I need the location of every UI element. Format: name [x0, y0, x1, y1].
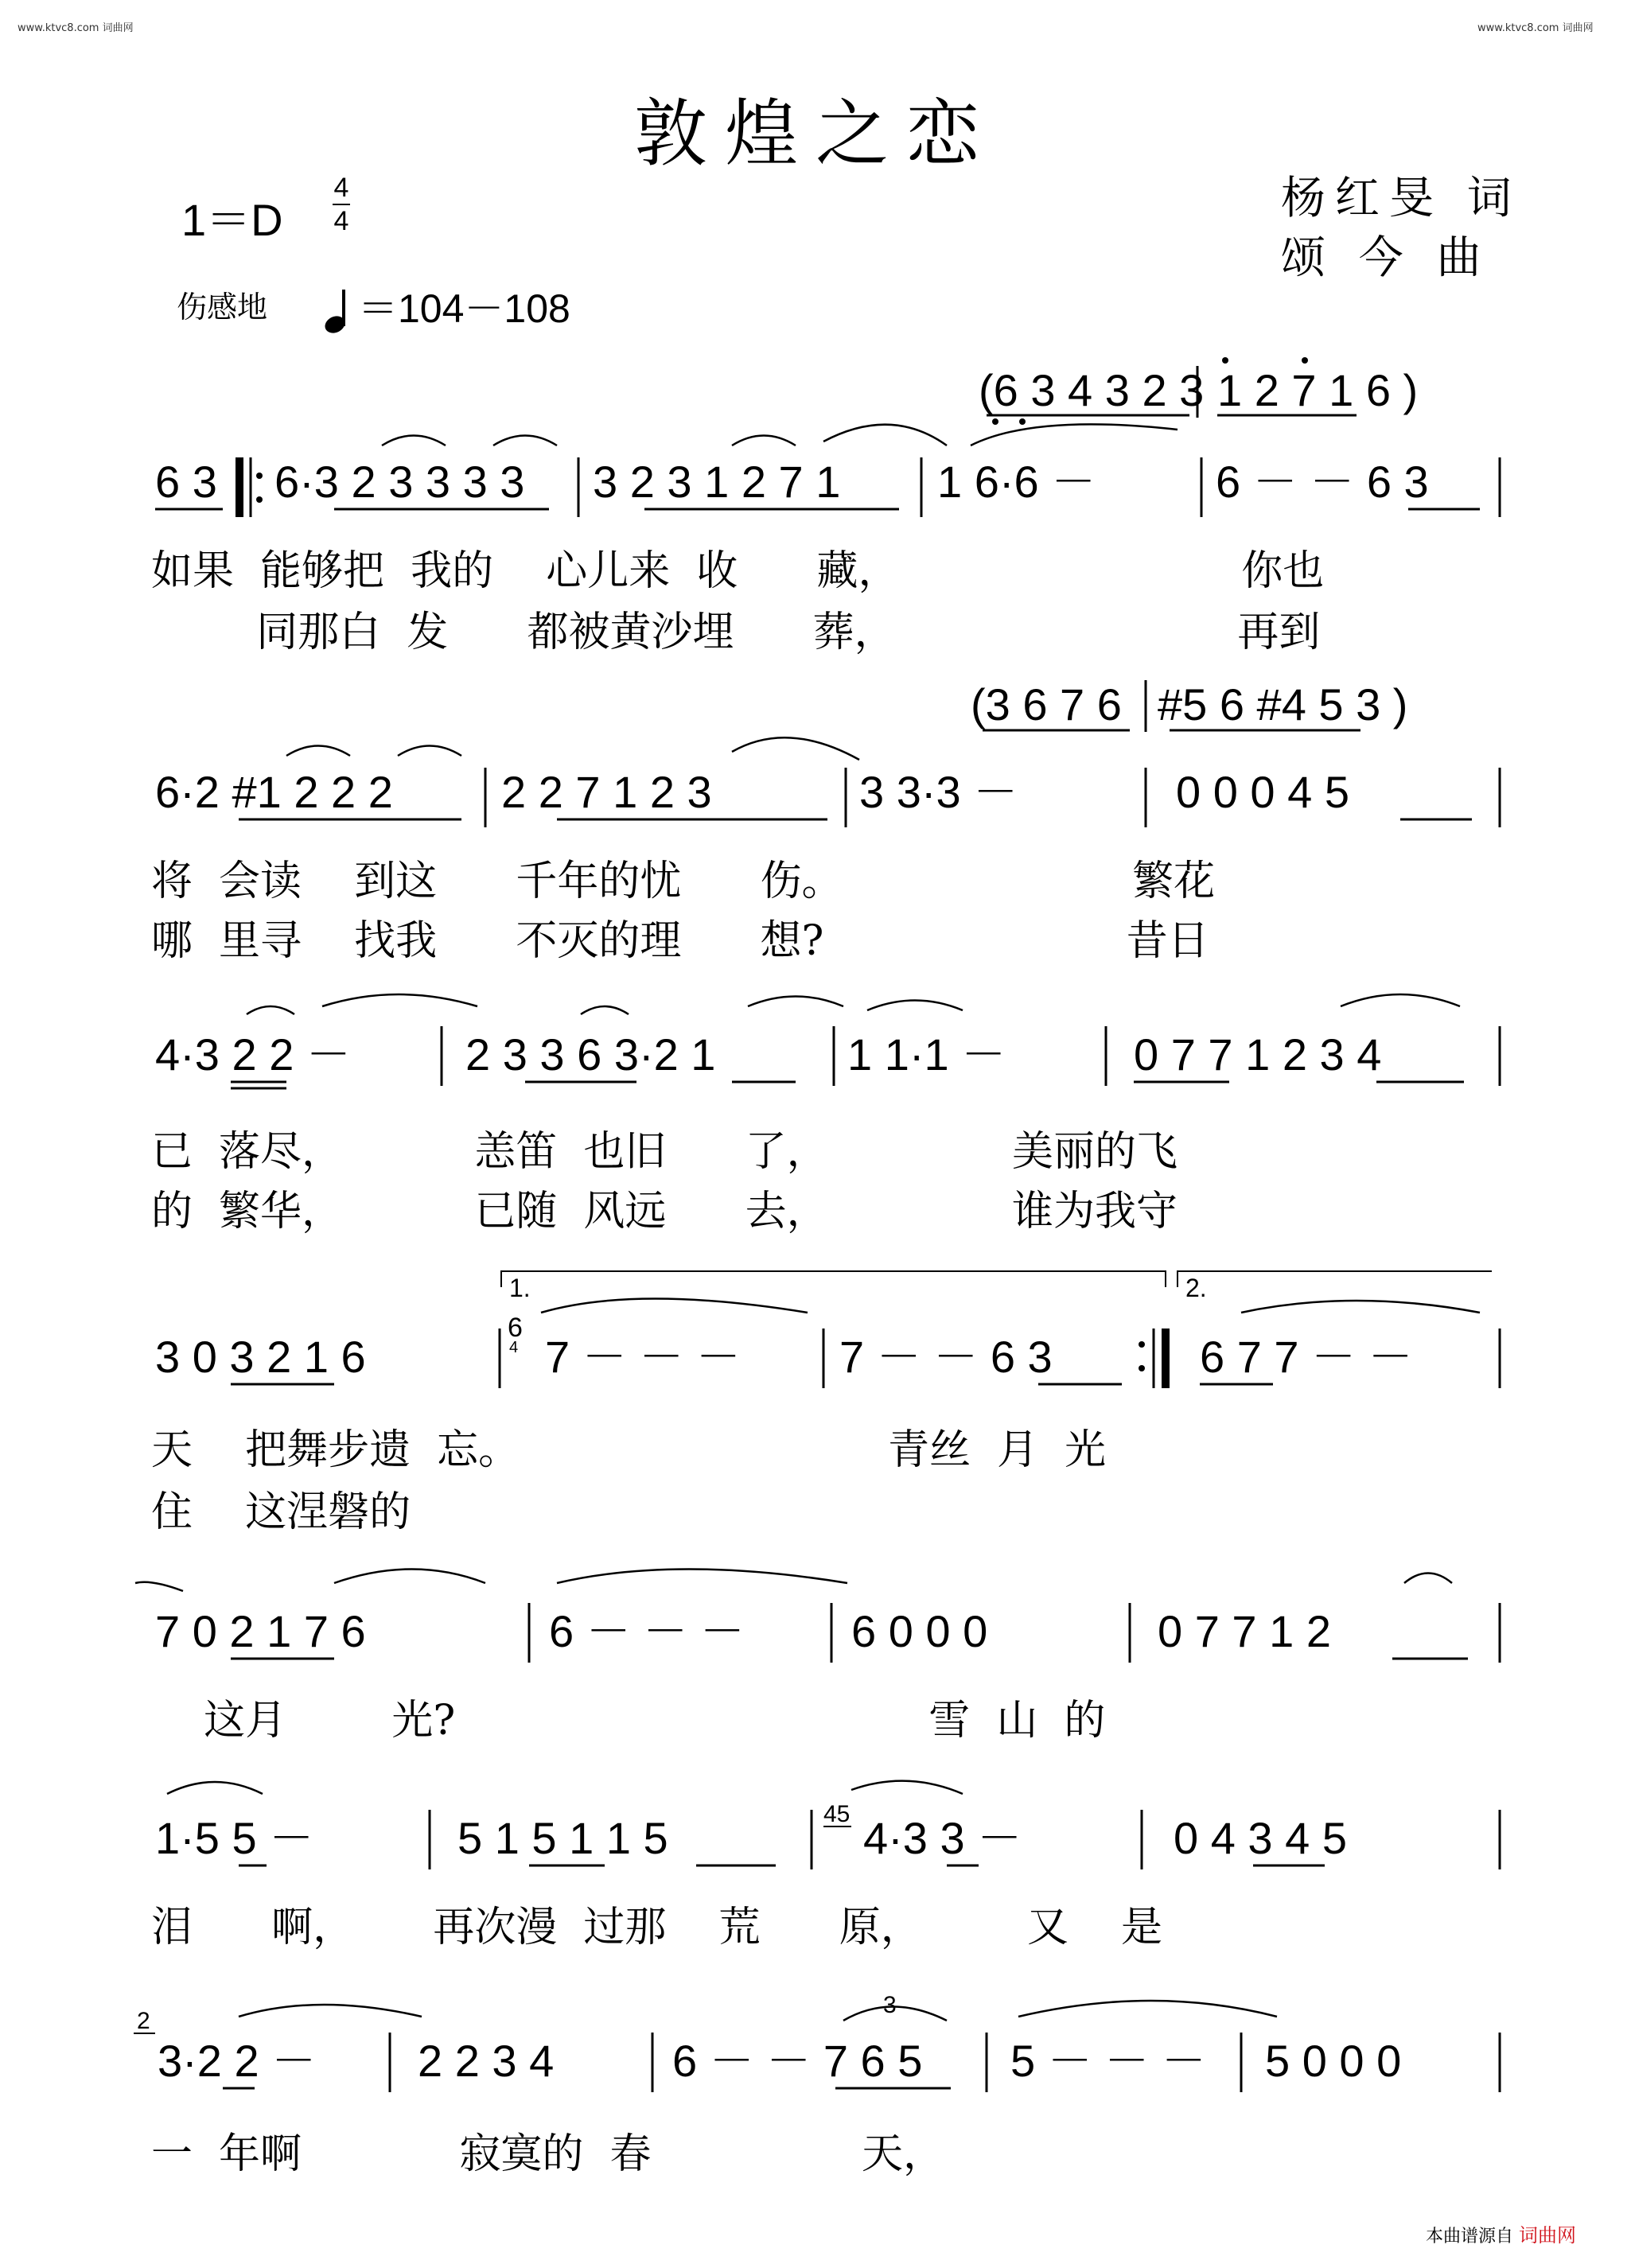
footer-source	[1426, 2219, 1576, 2247]
lyric-line-1-verse-1: 如果 能够把 我的 心儿来 收 藏， 你也	[151, 547, 1325, 595]
footer-source-label: 本曲谱源自	[1426, 2227, 1514, 2247]
time-signature-bottom: 4	[333, 206, 349, 236]
svg-text:6 3: 6 3	[155, 457, 217, 507]
svg-text:6 － － 6 3: 6 － － 6 3	[1216, 457, 1429, 507]
svg-text:7 0 2 1 7 6: 7 0 2 1 7 6	[155, 1606, 366, 1656]
svg-text:1 2 7 1 6 ): 1 2 7 1 6 )	[1217, 365, 1419, 415]
lyric-line-7: 一 年啊 寂寞的 春 天，	[151, 2130, 944, 2178]
lyric-line-6: 泪 啊， 再次漫 过那 荒 原， 又 是	[151, 1904, 1163, 1951]
svg-text:2 2 3 4: 2 2 3 4	[418, 2036, 555, 2086]
intro-phrase-2	[971, 679, 1407, 732]
svg-text:1 1·1 －: 1 1·1 －	[847, 1029, 1006, 1080]
svg-text:5 0 0 0: 5 0 0 0	[1265, 2036, 1402, 2086]
svg-text:(3 6 7 6: (3 6 7 6	[971, 679, 1122, 729]
lyric-line-2-verse-2: 哪 里寻 找我 不灭的理 想? 昔日	[151, 917, 1209, 965]
lyric-line-2-verse-1: 将 会读 到这 千年的忧 伤。 繁花	[151, 858, 1216, 905]
svg-text:2 2 7 1 2 3: 2 2 7 1 2 3	[501, 767, 712, 817]
system-7	[134, 1992, 1500, 2092]
svg-text:5 － － －: 5 － － －	[1010, 2036, 1206, 2086]
svg-text:6 0 0 0: 6 0 0 0	[851, 1606, 988, 1656]
lyric-line-5: 这月 光? 雪 山 的	[151, 1697, 1106, 1745]
intro-phrase-1	[979, 357, 1418, 425]
expression-marking: 伤感地	[177, 290, 268, 325]
system-5	[135, 1570, 1500, 1663]
lyric-line-3-verse-1: 已 落尽， 恙笛 也旧 了， 美丽的飞	[151, 1128, 1178, 1176]
svg-text:1 6·6 －: 1 6·6 －	[937, 457, 1096, 507]
svg-text:4: 4	[509, 1339, 519, 1356]
svg-text:0 4 3 4 5: 0 4 3 4 5	[1174, 1813, 1347, 1863]
lyricist-credit: 杨红旻 词	[1281, 173, 1521, 224]
svg-text:4·3 2 2 －: 4·3 2 2 －	[155, 1029, 351, 1080]
svg-text:3·2 2 －: 3·2 2 －	[158, 2036, 317, 2086]
svg-text:5 1 5 1 1 5: 5 1 5 1 1 5	[457, 1813, 668, 1863]
svg-text:7 － － 6 3: 7 － － 6 3	[839, 1332, 1053, 1382]
svg-text:1·5 5 －: 1·5 5 －	[155, 1813, 314, 1863]
tempo-value: ＝104－108	[358, 286, 570, 331]
composer-credit: 颂 今 曲	[1281, 232, 1491, 284]
svg-text:0 7 7 1 2: 0 7 7 1 2	[1158, 1606, 1331, 1656]
svg-text:0 0 0 4 5: 0 0 0 4 5	[1176, 767, 1349, 817]
svg-text:4·3 3 －: 4·3 3 －	[863, 1813, 1022, 1863]
lyric-line-4-verse-1: 天 把舞步遗 忘。 青丝 月 光	[151, 1426, 1107, 1474]
time-signature-top: 4	[333, 173, 349, 203]
system-6	[155, 1781, 1500, 1869]
volta-2-label: 2.	[1185, 1274, 1207, 1302]
system-4	[155, 1271, 1500, 1388]
svg-text:3 0 3 2 1 6: 3 0 3 2 1 6	[155, 1332, 366, 1382]
volta-1-label: 1.	[509, 1274, 531, 1302]
key-signature: 1＝D	[181, 195, 283, 245]
svg-text:6 － － －: 6 － － －	[549, 1606, 745, 1656]
svg-text:7 － － －: 7 － － －	[545, 1332, 741, 1382]
svg-text:6·2 #1 2 2 2: 6·2 #1 2 2 2	[155, 767, 393, 817]
svg-text:6: 6	[508, 1313, 523, 1343]
svg-text:#5 6 #4 5 3 ): #5 6 #4 5 3 )	[1158, 679, 1408, 729]
song-title: 敦煌之恋	[633, 91, 997, 177]
svg-text:6 7 7 － －: 6 7 7 － －	[1200, 1332, 1413, 1382]
system-3	[155, 994, 1500, 1088]
svg-text:3 3·3 －: 3 3·3 －	[859, 767, 1018, 817]
svg-text:2 3 3 6 3·2 1: 2 3 3 6 3·2 1	[465, 1029, 716, 1080]
triplet-mark: 3	[883, 1992, 897, 2018]
site-watermark-left: www.ktvc8.com 词曲网	[18, 22, 134, 34]
system-2	[155, 737, 1500, 827]
svg-text:6 － － 7 6 5: 6 － － 7 6 5	[672, 2036, 923, 2086]
svg-text:(6 3 4 3 2 3: (6 3 4 3 2 3	[979, 365, 1205, 415]
system-1	[155, 424, 1500, 517]
svg-text:45: 45	[823, 1801, 851, 1827]
lyric-line-4-verse-2: 住 这涅磐的	[151, 1488, 411, 1536]
svg-text:6·3 2 3 3 3 3: 6·3 2 3 3 3 3	[274, 457, 525, 507]
lyric-line-3-verse-2: 的 繁华， 已随 风远 去， 谁为我守	[151, 1188, 1178, 1235]
site-watermark-right: www.ktvc8.com 词曲网	[1477, 22, 1594, 34]
footer-brand-link[interactable]: 词曲网	[1519, 2224, 1577, 2247]
svg-text:3 2 3 1 2 7 1: 3 2 3 1 2 7 1	[593, 457, 841, 507]
svg-text:0 7 7 1 2 3 4: 0 7 7 1 2 3 4	[1134, 1029, 1382, 1080]
svg-text:2: 2	[137, 2008, 150, 2034]
lyric-line-1-verse-2: 同那白 发 都被黄沙埋 葬， 再到	[151, 609, 1321, 656]
